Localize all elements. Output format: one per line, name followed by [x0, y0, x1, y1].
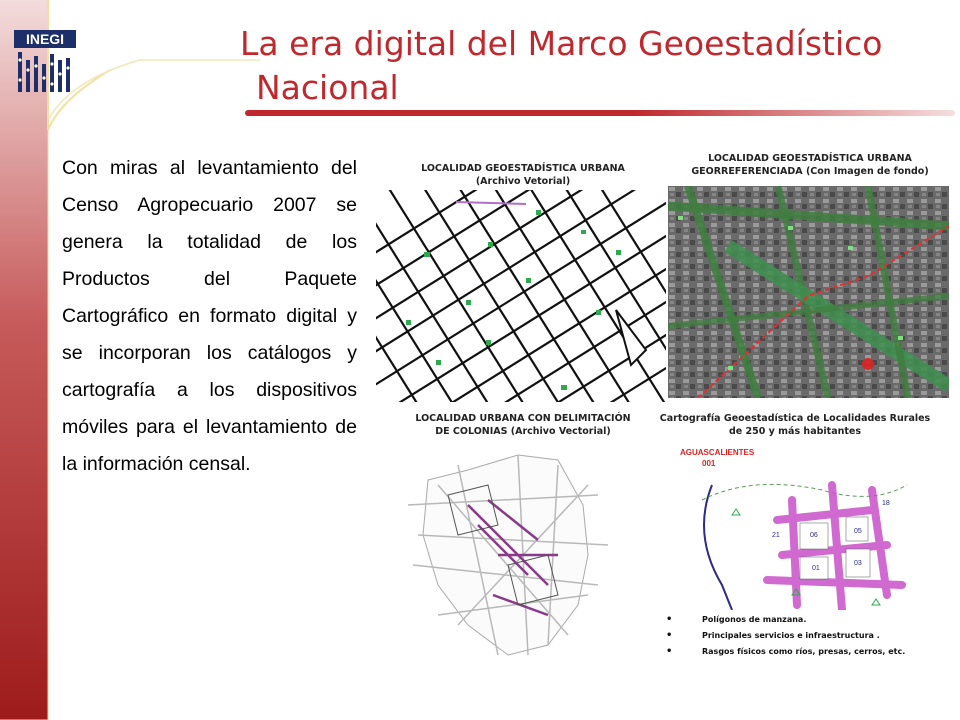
map-urban-vector — [376, 190, 666, 402]
map-4-code-label: 001 — [702, 459, 716, 468]
map-georeferenced-image — [668, 186, 949, 398]
map-3-caption-line1: LOCALIDAD URBANA CON DELIMITACIÓN — [415, 413, 631, 424]
svg-text:18: 18 — [882, 500, 890, 507]
body-paragraph: Con miras al levantamiento del Censo Agropecuario 2007 se genera la totalidad de los Productos del Paquete Cartográfico en formato digital y se incorporan los catálogos y cartografía a los dispositivos móviles para el levantamiento de la información censal. — [62, 157, 357, 475]
map-4-state-label: AGUASCALIENTES — [680, 448, 755, 457]
list-item: • Polígonos de manzana. — [660, 612, 950, 628]
map-1-caption — [378, 162, 668, 188]
map-1-caption-line2: (Archivo Vetorial) — [475, 176, 571, 187]
page-title — [240, 22, 940, 110]
map-4-caption — [645, 412, 945, 438]
logo-text: INEGI — [25, 31, 65, 47]
map-1-caption-line1: LOCALIDAD GEOESTADÍSTICA URBANA — [421, 163, 625, 174]
inegi-logo — [14, 30, 104, 100]
map-4-caption-line2: de 250 y más habitantes — [728, 426, 862, 437]
svg-text:01: 01 — [812, 565, 820, 572]
map-colonias-vector — [398, 445, 618, 660]
svg-text:05: 05 — [854, 528, 862, 535]
map-2-caption — [665, 152, 955, 178]
title-underline — [245, 110, 955, 116]
map-rural-localities — [672, 445, 912, 610]
rural-features-list — [660, 612, 950, 660]
map-3-caption — [378, 412, 668, 438]
list-item: • Principales servicios e infraestructura . — [660, 628, 950, 644]
title-line-1: La era digital del Marco Geoestadístico — [240, 24, 883, 63]
svg-text:06: 06 — [810, 532, 818, 539]
svg-text:21: 21 — [772, 532, 780, 539]
list-item: • Rasgos físicos como ríos, presas, cerros, etc. — [660, 644, 950, 660]
map-2-caption-line2: GEORREFERENCIADA (Con Imagen de fondo) — [691, 166, 929, 177]
map-2-caption-line1: LOCALIDAD GEOESTADÍSTICA URBANA — [708, 153, 912, 164]
map-4-caption-line1: Cartografía Geoestadística de Localidades Rurales — [659, 413, 931, 424]
svg-text:03: 03 — [854, 560, 862, 567]
map-3-caption-line2: DE COLONIAS (Archivo Vectorial) — [435, 426, 611, 437]
decorative-sidebar — [0, 0, 48, 720]
title-line-2: Nacional — [256, 68, 399, 107]
